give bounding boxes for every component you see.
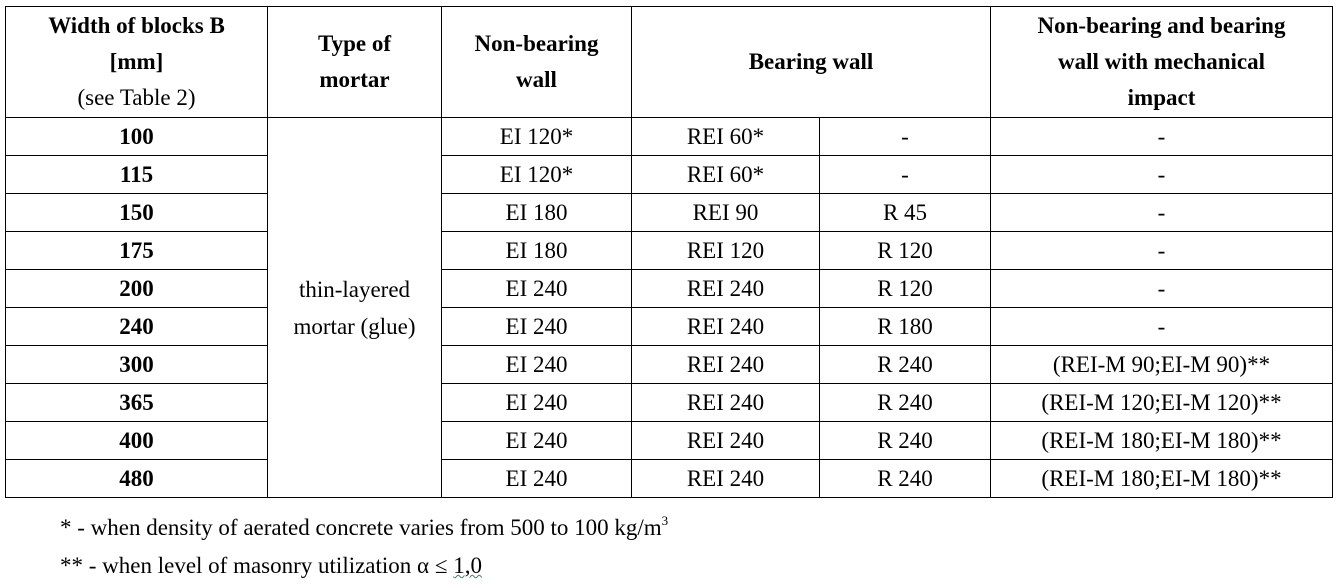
table-body	[6, 118, 1333, 498]
header-bearing: Bearing wall	[632, 7, 991, 118]
header-mortar-line2: mortar	[319, 67, 390, 92]
bearing-r-cell: R 120	[820, 232, 991, 270]
mechanical-cell: -	[991, 194, 1333, 232]
bearing-rei-cell: REI 240	[632, 460, 820, 498]
table-row	[6, 308, 1333, 346]
header-width	[6, 7, 268, 118]
mechanical-cell: -	[991, 156, 1333, 194]
nonbearing-cell: EI 240	[442, 346, 632, 384]
nonbearing-cell: EI 120*	[442, 156, 632, 194]
mortar-cell	[268, 118, 442, 498]
nonbearing-cell: EI 180	[442, 194, 632, 232]
width-cell: 240	[6, 308, 268, 346]
header-mechanical-line3: impact	[1127, 85, 1196, 110]
mortar-line2: mortar (glue)	[293, 313, 416, 339]
header-mechanical	[991, 7, 1333, 118]
footnote-density-superscript: 3	[661, 513, 669, 528]
width-cell: 115	[6, 156, 268, 194]
mechanical-cell: -	[991, 270, 1333, 308]
footnote-density	[60, 502, 668, 547]
header-nonbearing-line2: wall	[516, 67, 557, 92]
width-cell: 175	[6, 232, 268, 270]
mechanical-cell: (REI-M 180;EI-M 180)**	[991, 460, 1333, 498]
width-cell: 365	[6, 384, 268, 422]
footnote-density-text: * - when density of aerated concrete varies from 500 to 100 kg/m	[60, 515, 662, 540]
mechanical-cell: (REI-M 180;EI-M 180)**	[991, 422, 1333, 460]
bearing-rei-cell: REI 60*	[632, 118, 820, 156]
width-cell: 100	[6, 118, 268, 156]
footnote-utilization-text: ** - when level of masonry utilization α ≤	[60, 553, 454, 578]
mechanical-cell: -	[991, 308, 1333, 346]
footnote-utilization-value: 1,0	[453, 553, 482, 578]
footnote-utilization	[60, 547, 668, 585]
bearing-r-cell: -	[820, 156, 991, 194]
header-mortar-line1: Type of	[317, 31, 392, 56]
bearing-rei-cell: REI 60*	[632, 156, 820, 194]
nonbearing-cell: EI 240	[442, 270, 632, 308]
bearing-r-cell: R 240	[820, 422, 991, 460]
table-row	[6, 422, 1333, 460]
nonbearing-cell: EI 240	[442, 308, 632, 346]
nonbearing-cell: EI 180	[442, 232, 632, 270]
mechanical-cell: (REI-M 90;EI-M 90)**	[991, 346, 1333, 384]
bearing-r-cell: R 240	[820, 346, 991, 384]
nonbearing-cell: EI 240	[442, 422, 632, 460]
table-row	[6, 194, 1333, 232]
bearing-rei-cell: REI 240	[632, 346, 820, 384]
bearing-r-cell: R 240	[820, 460, 991, 498]
width-cell: 300	[6, 346, 268, 384]
mechanical-cell: -	[991, 118, 1333, 156]
header-mechanical-line1: Non-bearing and bearing	[1037, 13, 1286, 38]
mechanical-cell: (REI-M 120;EI-M 120)**	[991, 384, 1333, 422]
width-cell: 200	[6, 270, 268, 308]
bearing-rei-cell: REI 240	[632, 384, 820, 422]
header-row	[6, 7, 1333, 118]
table-row	[6, 346, 1333, 384]
header-nonbearing-line1: Non-bearing	[474, 31, 599, 56]
footnotes	[60, 502, 668, 585]
table-row	[6, 156, 1333, 194]
mortar-line1: thin-layered	[298, 276, 411, 302]
bearing-rei-cell: REI 90	[632, 194, 820, 232]
bearing-rei-cell: REI 120	[632, 232, 820, 270]
bearing-r-cell: R 120	[820, 270, 991, 308]
table-row	[6, 118, 1333, 156]
header-mortar	[268, 7, 442, 118]
fire-resistance-table	[5, 6, 1333, 498]
width-cell: 480	[6, 460, 268, 498]
header-width-line2: [mm]	[109, 49, 164, 74]
table-row	[6, 270, 1333, 308]
width-cell: 400	[6, 422, 268, 460]
nonbearing-cell: EI 120*	[442, 118, 632, 156]
header-width-line1: Width of blocks B	[48, 13, 225, 38]
table-row	[6, 232, 1333, 270]
bearing-r-cell: -	[820, 118, 991, 156]
nonbearing-cell: EI 240	[442, 384, 632, 422]
mechanical-cell: -	[991, 232, 1333, 270]
table-row	[6, 384, 1333, 422]
nonbearing-cell: EI 240	[442, 460, 632, 498]
bearing-rei-cell: REI 240	[632, 308, 820, 346]
bearing-rei-cell: REI 240	[632, 422, 820, 460]
bearing-r-cell: R 180	[820, 308, 991, 346]
header-mechanical-line2: wall with mechanical	[1058, 49, 1265, 74]
header-nonbearing	[442, 7, 632, 118]
bearing-r-cell: R 45	[820, 194, 991, 232]
bearing-r-cell: R 240	[820, 384, 991, 422]
bearing-rei-cell: REI 240	[632, 270, 820, 308]
table-row	[6, 460, 1333, 498]
header-width-line3: (see Table 2)	[77, 85, 196, 110]
width-cell: 150	[6, 194, 268, 232]
